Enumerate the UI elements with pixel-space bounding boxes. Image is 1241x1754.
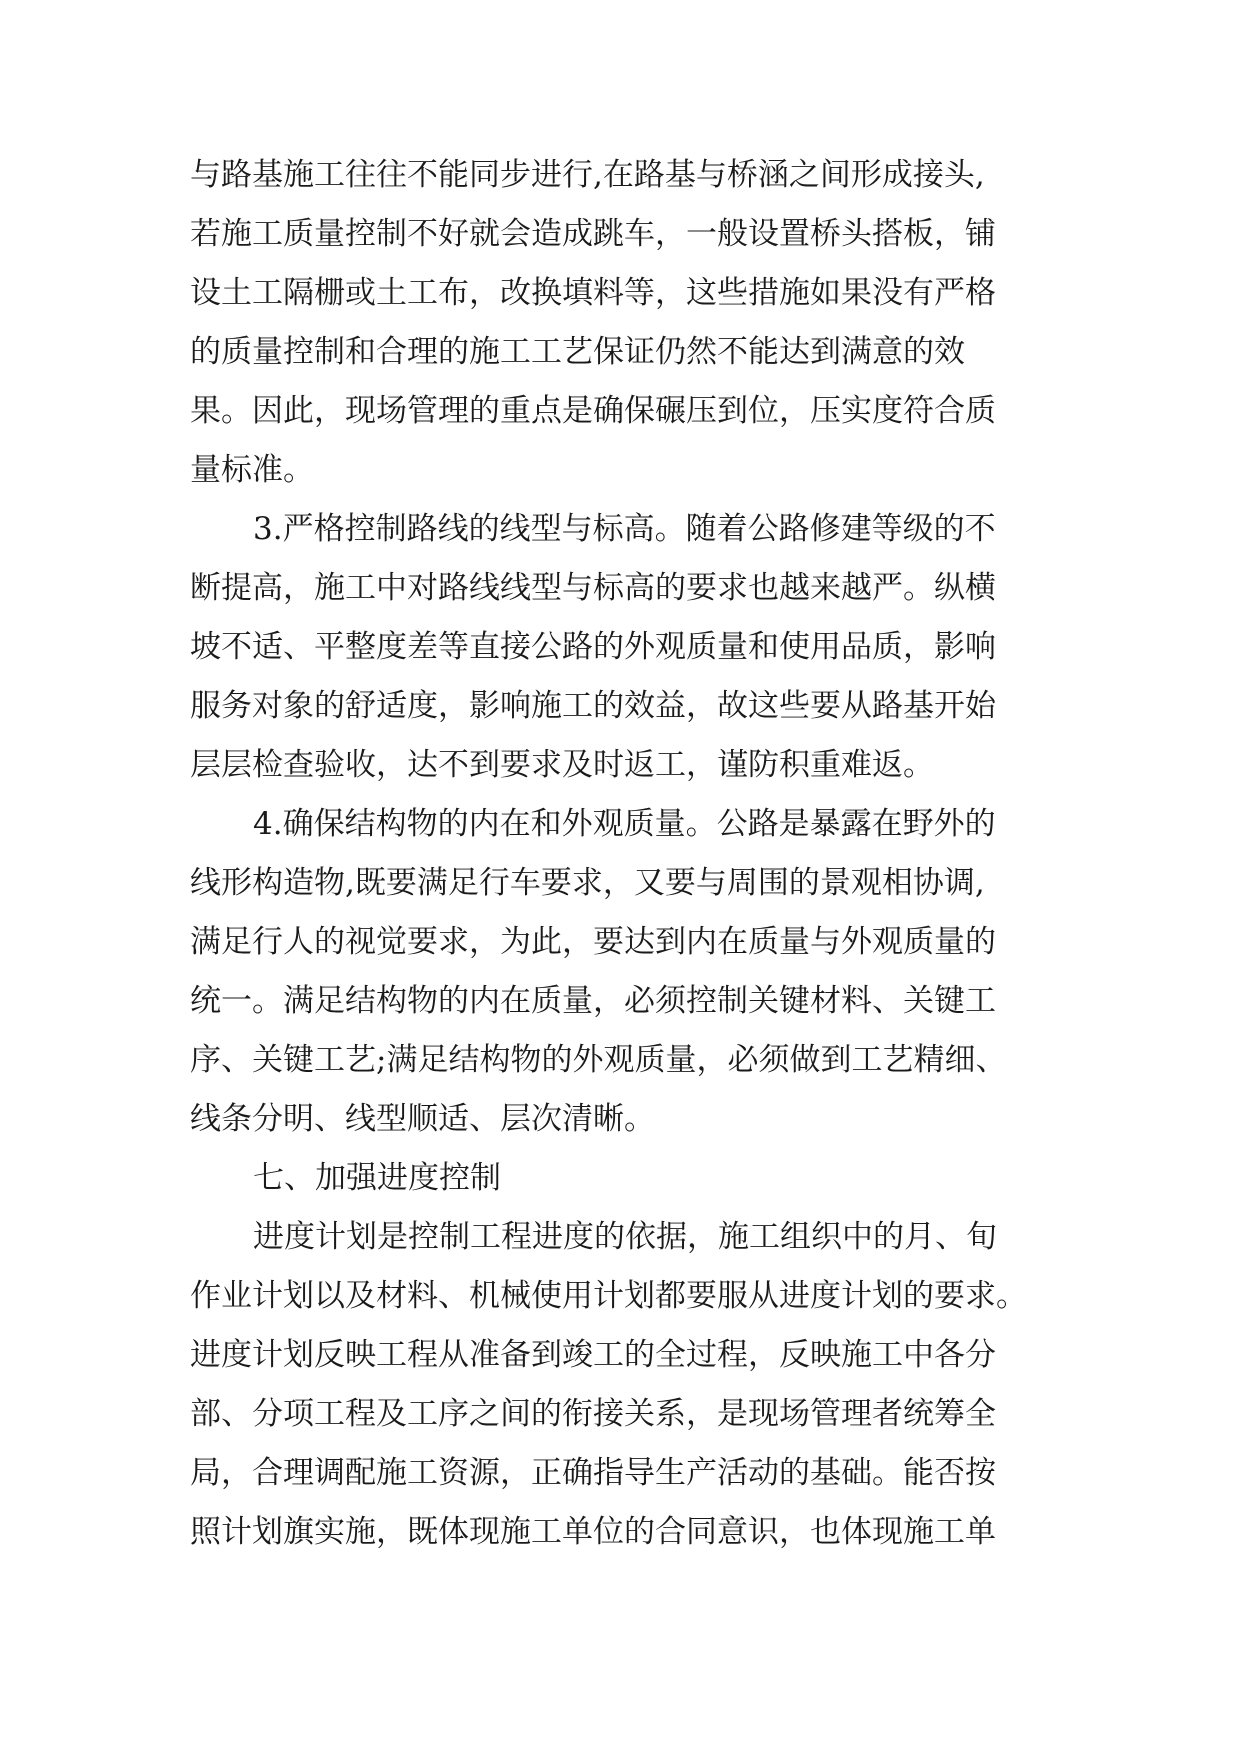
text-line: 的质量控制和合理的施工工艺保证仍然不能达到满意的效 [190,334,965,370]
text-line: 照计划旗实施，既体现施工单位的合同意识，也体现施工单 [190,1514,996,1550]
text-line: 满足行人的视觉要求，为此，要达到内在质量与外观质量的 [190,924,996,960]
section-heading: 七、加强进度控制 [253,1160,501,1196]
text-line: 线形构造物,既要满足行车要求，又要与周围的景观相协调, [190,865,985,901]
section-4-heading-line: 4.确保结构物的内在和外观质量。公路是暴露在野外的 [253,806,996,842]
text-line: 线条分明、线型顺适、层次清晰。 [190,1101,655,1137]
text-line: 与路基施工往往不能同步进行,在路基与桥涵之间形成接头, [190,157,985,193]
text-line: 若施工质量控制不好就会造成跳车，一般设置桥头搭板，铺 [190,216,996,252]
text-line: 服务对象的舒适度，影响施工的效益，故这些要从路基开始 [190,688,996,724]
text-line: 果。因此，现场管理的重点是确保碾压到位，压实度符合质 [190,393,996,429]
text-line: 坡不适、平整度差等直接公路的外观质量和使用品质，影响 [190,629,996,665]
text-line: 部、分项工程及工序之间的衔接关系，是现场管理者统筹全 [190,1396,996,1432]
text-line: 进度计划反映工程从准备到竣工的全过程，反映施工中各分 [190,1337,996,1373]
paragraph-first-line: 进度计划是控制工程进度的依据，施工组织中的月、旬 [253,1219,997,1255]
text-line: 局，合理调配施工资源，正确指导生产活动的基础。能否按 [190,1455,996,1491]
text-line: 断提高，施工中对路线线型与标高的要求也越来越严。纵横 [190,570,996,606]
text-line: 序、关键工艺;满足结构物的外观质量，必须做到工艺精细、 [190,1042,1007,1078]
text-line: 量标准。 [190,452,314,488]
text-line: 统一。满足结构物的内在质量，必须控制关键材料、关键工 [190,983,996,1019]
text-line: 设土工隔栅或土工布，改换填料等，这些措施如果没有严格 [190,275,996,311]
text-line: 作业计划以及材料、机械使用计划都要服从进度计划的要求。 [190,1278,1027,1314]
text-line: 层层检查验收，达不到要求及时返工，谨防积重难返。 [190,747,934,783]
section-3-heading-line: 3.严格控制路线的线型与标高。随着公路修建等级的不 [253,511,996,547]
